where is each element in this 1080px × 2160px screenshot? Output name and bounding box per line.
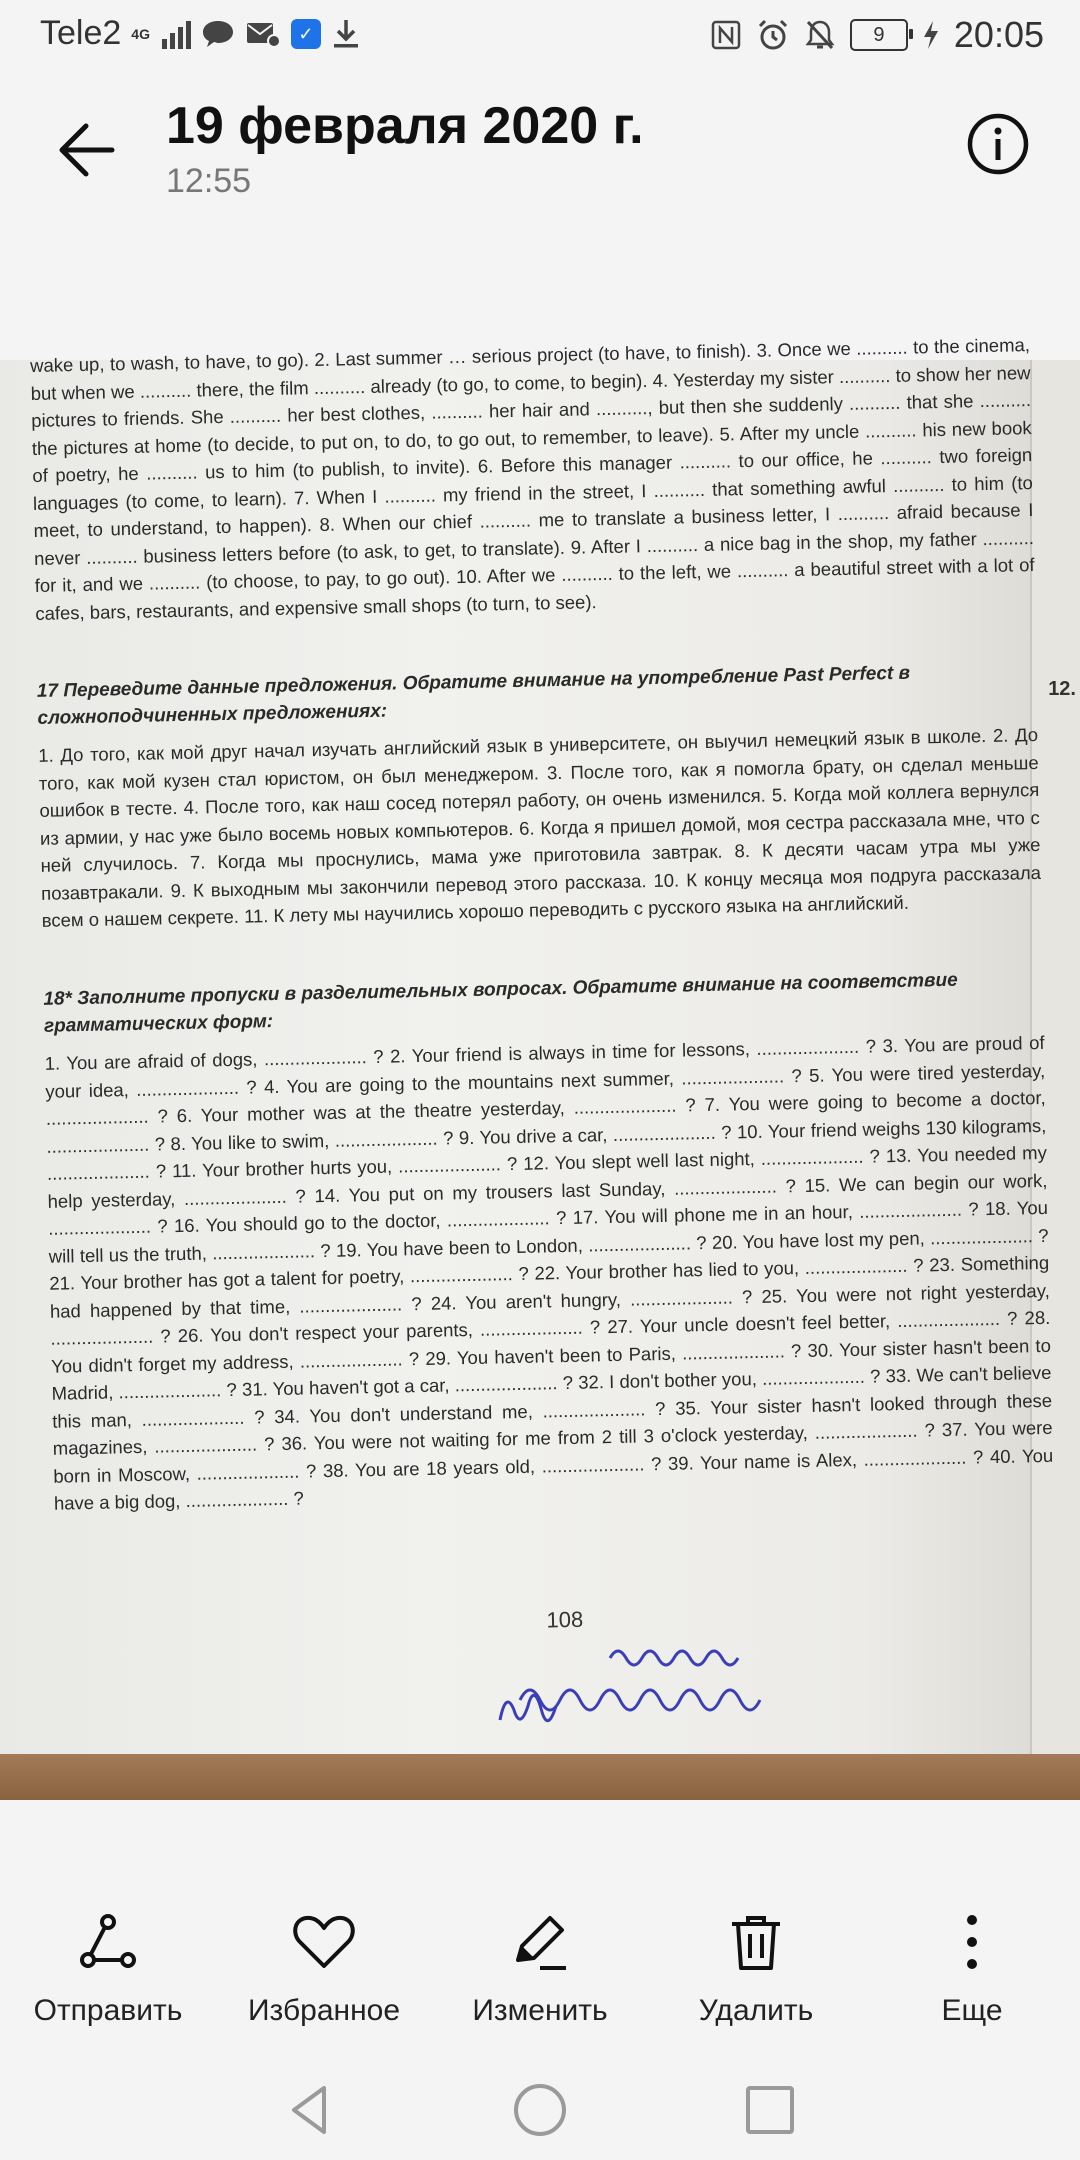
download-icon <box>331 18 361 50</box>
mail-settings-icon <box>245 19 281 49</box>
task-17 <box>37 657 1042 934</box>
trash-icon <box>724 1910 788 1974</box>
photo-time: 12:55 <box>166 162 252 200</box>
favorite-button[interactable] <box>216 1880 432 2030</box>
status-bar <box>0 0 1080 72</box>
task-18-heading: 18* Заполните пропуски в разделительных вопросах. Обратите внимание на соответствие грамматических форм: <box>43 969 958 1037</box>
edit-button[interactable] <box>432 1880 648 2030</box>
recents-square-icon[interactable] <box>740 2080 800 2140</box>
previous-task-text: wake up, to wash, to have, to go). 2. Last summer … serious project (to have, to finish). 3. Once we .......... to the cinema, but when we .......... there, the film .......... already (to go, to come, to begin). 4. Yesterday my sister .......... to show her new pictures to friends. She .......... her best clothes, .......... her hair and .........., but then she suddenly .......... that she .......... the pictures at home (to decide, to put on, to do, to go out, to remember, to leave). 5. After my uncle .......... his new book of poetry, he .......... us to him (to publish, to invite). 6. Before this manager .......... to our office, he .......... two foreign languages (to come, to learn). 7. When I .......... my friend in the street, I .......... that something awful .......... to him (to meet, to understand, to happen). 8. When our chief .......... me to translate a business letter, I .......... afraid because I never .......... business letters before (to ask, to get, to translate). 9. After I .......... a nice bag in the shop, my father .......... for it, and we .......... (to choose, to pay, to go out). 10. After we .......... to the left, we .......... a beautiful street with a lot of cafes, bars, restaurants, and expensive small shops (to turn, to see). <box>29 334 1035 624</box>
textbook-page <box>29 334 1054 1633</box>
task-17-text: 1. До того, как мой друг начал изучать английский язык в университете, он выучил немецкий язык в школе. 2. До того, как мой кузен стал юристом, он был менеджером. 3. После того, как я помогла брату, он сделал меньше ошибок в тесте. 4. После того, как наш сосед потерял работу, он очень изменился. 5. Когда мой коллега вернулся из армии, у нас уже было восемь новых компьютеров. 6. Когда я пришел домой, моя сестра рассказала мне, что с ней случилось. 7. Когда мы проснулись, мама уже приготовила завтрак. 8. К десяти часам утра мы уже позавтракали. 9. К выходным мы закончили перевод этого рассказа. 10. К концу месяца моя подруга рассказала всем о нашем секрете. 11. К лету мы научились хорошо переводить с русского языка на английский. <box>38 723 1042 931</box>
info-icon[interactable] <box>966 112 1030 176</box>
share-label: Отправить <box>33 1994 183 2027</box>
carrier-name: Tele2 <box>40 14 122 52</box>
back-arrow-icon[interactable] <box>50 110 130 190</box>
shield-app-icon: ✓ <box>291 19 321 49</box>
task-18 <box>43 965 1054 1517</box>
side-task-number: 12. <box>1048 678 1076 700</box>
more-button[interactable] <box>864 1880 1080 2030</box>
battery-icon: 9 <box>850 19 908 51</box>
edit-label: Изменить <box>472 1994 608 2027</box>
signal-icon <box>162 19 191 49</box>
share-button[interactable] <box>0 1880 216 2030</box>
share-icon <box>76 1910 140 1974</box>
task-17-heading: 17 Переведите данные предложения. Обратите внимание на употребление Past Perfect в сложноподчиненных предложениях: <box>36 662 911 729</box>
photo-date-title: 19 февраля 2020 г. <box>166 97 644 155</box>
photo-view[interactable] <box>0 334 1080 1800</box>
charging-icon <box>922 20 940 50</box>
navigation-bar <box>0 2060 1080 2160</box>
page-number: 108 <box>546 1606 584 1633</box>
clock: 20:05 <box>953 14 1044 55</box>
alarm-icon <box>756 18 790 52</box>
nfc-icon <box>710 19 742 51</box>
network-type: 4G <box>131 25 150 42</box>
viewer-header <box>0 72 1080 222</box>
favorite-label: Избранное <box>247 1994 401 2027</box>
task-18-text: 1. You are afraid of dogs, .................... ? 2. Your friend is always in time for lessons, .................... ? 3. You are proud of your idea, .................... ? 4. You are going to the mountains next summer, .................... ? 5. You were tired yesterday, .................... ? 6. Your mother was at the theatre yesterday, .................... ? 7. You were going to become a doctor, .................... ? 8. You like to swim, .................... ? 9. You drive a car, .................... ? 10. Your friend weighs 130 kilograms, .................... ? 11. Your brother hurts you, .................... ? 12. You slept well last night, .................... ? 13. You needed my help yesterday, .................... ? 14. You put on my trousers last Sunday, .................... ? 15. We can begin our work, .................... ? 16. You should go to the doctor, .................... ? 17. You will phone me in an hour, .................... ? 18. You will tell us the truth, .................... ? 19. You have been to London, .................... ? 20. You have lost my pen, .................... ? 21. Your brother has got a talent for poetry, .................... ? 22. Your brother has lied to you, .................... ? 23. Something had happened by that time, .................... ? 24. You aren't hungry, .................... ? 25. You were not right yesterday, .................... ? 26. You don't respect your parents, .................... ? 27. Your uncle doesn't feel better, .................... ? 28. You didn't forget my address, .................... ? 29. You haven't been to Paris, .................... ? 30. Your sister hasn't been to Madrid, .................... ? 31. You haven't got a car, .................... ? 32. I don't bother you, .................... ? 33. We can't believe this man, .................... ? 34. You don't understand me, .................... ? 35. Your sister hasn't looked through these magazines, .................... ? 36. You were not waiting for me from 2 till 3 o'clock yesterday, .................... ? 37. You were born in Moscow, .................... ? 38. You are 18 years old, .................... ? 39. Your name is Alex, .................... ? 40. You have a big dog, .................... ? <box>44 1031 1054 1514</box>
chat-bubble-icon <box>201 19 235 49</box>
action-bar <box>0 1880 1080 2030</box>
back-triangle-icon[interactable] <box>280 2080 340 2140</box>
more-label: Еще <box>941 1994 1003 2027</box>
heart-icon <box>292 1910 356 1974</box>
handwritten-scribble <box>500 1630 980 1740</box>
more-vertical-icon <box>940 1910 1004 1974</box>
home-circle-icon[interactable] <box>510 2080 570 2140</box>
notifications-off-icon <box>804 18 836 52</box>
delete-label: Удалить <box>698 1994 814 2027</box>
table-surface <box>0 1754 1080 1800</box>
delete-button[interactable] <box>648 1880 864 2030</box>
pencil-icon <box>508 1910 572 1974</box>
